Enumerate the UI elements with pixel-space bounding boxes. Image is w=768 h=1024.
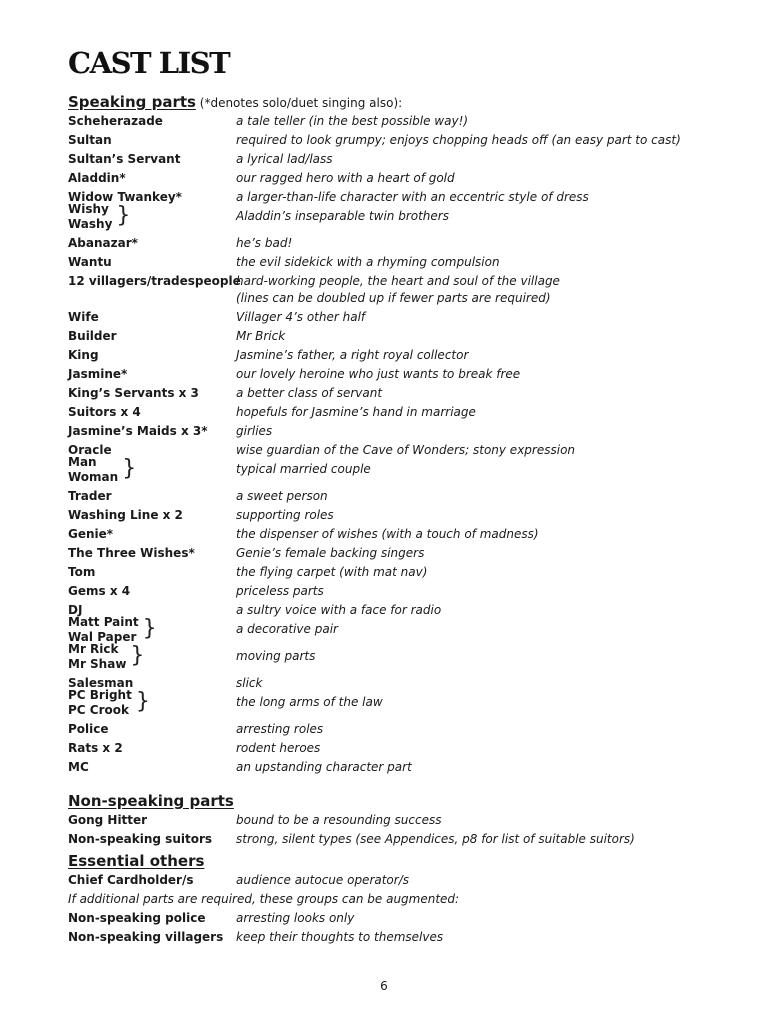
cast-description: Jasmine’s father, a right royal collector [236, 348, 469, 362]
cast-description: keep their thoughts to themselves [236, 930, 444, 944]
cast-name: Wantu [68, 255, 112, 269]
page-number: 6 [380, 979, 388, 993]
cast-description: Mr Brick [236, 329, 286, 343]
brace-glyph: } [116, 203, 131, 228]
cast-description: typical married couple [236, 462, 371, 476]
cast-name: Sultan’s Servant [68, 152, 181, 166]
cast-description: slick [236, 676, 263, 690]
cast-description: the dispenser of wishes (with a touch of madness) [236, 527, 539, 541]
cast-description: bound to be a resounding success [236, 813, 442, 827]
cast-description: a sultry voice with a face for radio [236, 603, 442, 617]
singing-note: (*denotes solo/duet singing also): [195, 96, 403, 110]
essential-others-heading [68, 851, 204, 871]
cast-name: Widow Twankey* [68, 190, 182, 204]
cast-description: strong, silent types (see Appendices, p8 for list of suitable suitors) [236, 832, 635, 846]
cast-name: Gems x 4 [68, 584, 131, 598]
cast-name: Abanazar* [68, 236, 138, 250]
cast-name: Scheherazade [68, 114, 163, 128]
cast-description: moving parts [236, 649, 316, 663]
cast-name: Oracle [68, 443, 112, 457]
cast-description: an upstanding character part [236, 760, 412, 774]
cast-name: Man [68, 455, 97, 469]
cast-name: Chief Cardholder/s [68, 873, 194, 887]
cast-description: arresting looks only [236, 911, 355, 925]
cast-name: Aladdin* [68, 171, 126, 185]
cast-description: Genie’s female backing singers [236, 546, 425, 560]
cast-name: Rats x 2 [68, 741, 123, 755]
cast-description: Villager 4’s other half [236, 310, 366, 324]
cast-name: Gong Hitter [68, 813, 148, 827]
section-heading-label: Speaking parts [68, 93, 196, 111]
brace-glyph: } [135, 689, 150, 714]
cast-description: girlies [236, 424, 273, 438]
cast-name: Tom [68, 565, 96, 579]
cast-name: Builder [68, 329, 117, 343]
cast-name: Washing Line x 2 [68, 508, 183, 522]
cast-name: PC Bright [68, 688, 132, 702]
cast-name: Wife [68, 310, 99, 324]
cast-description: the evil sidekick with a rhyming compulsion [236, 255, 500, 269]
cast-name: Non-speaking police [68, 911, 206, 925]
cast-name: PC Crook [68, 703, 129, 717]
cast-description: our lovely heroine who just wants to break free [236, 367, 521, 381]
cast-name: King’s Servants x 3 [68, 386, 199, 400]
non-speaking-parts-heading [68, 791, 234, 811]
cast-description: Aladdin’s inseparable twin brothers [236, 209, 449, 223]
cast-description: he’s bad! [236, 236, 293, 250]
cast-description: a tale teller (in the best possible way!) [236, 114, 469, 128]
cast-description: the long arms of the law [236, 695, 383, 709]
cast-name: Mr Rick [68, 642, 119, 656]
cast-name: Mr Shaw [68, 657, 127, 671]
cast-name: Jasmine* [68, 367, 128, 381]
cast-description: required to look grumpy; enjoys chopping heads off (an easy part to cast) [236, 133, 681, 147]
cast-description: priceless parts [236, 584, 324, 598]
cast-description-continued: (lines can be doubled up if fewer parts are required) [236, 291, 551, 305]
cast-name: Genie* [68, 527, 114, 541]
cast-description: the flying carpet (with mat nav) [236, 565, 428, 579]
brace-glyph: } [142, 616, 157, 641]
cast-description: a larger-than-life character with an eccentric style of dress [236, 190, 589, 204]
section-heading-label: Essential others [68, 852, 205, 870]
cast-description: audience autocue operator/s [236, 873, 410, 887]
cast-description: a lyrical lad/lass [236, 152, 333, 166]
cast-name: Jasmine’s Maids x 3* [68, 424, 208, 438]
cast-name: Salesman [68, 676, 134, 690]
cast-name: Police [68, 722, 109, 736]
cast-name: Non-speaking villagers [68, 930, 224, 944]
note-line: If additional parts are required, these groups can be augmented: [68, 892, 460, 906]
cast-name: Washy [68, 217, 113, 231]
brace-glyph: } [122, 456, 137, 481]
cast-description: a sweet person [236, 489, 328, 503]
cast-description: hopefuls for Jasmine’s hand in marriage [236, 405, 476, 419]
cast-description: hard-working people, the heart and soul of the village [236, 274, 560, 288]
page-title: CAST LIST [68, 46, 230, 80]
cast-description: a decorative pair [236, 622, 338, 636]
cast-description: our ragged hero with a heart of gold [236, 171, 455, 185]
section-heading-label: Non-speaking parts [68, 792, 234, 810]
cast-name: Non-speaking suitors [68, 832, 213, 846]
cast-description: rodent heroes [236, 741, 321, 755]
cast-name: King [68, 348, 99, 362]
cast-name: Wal Paper [68, 630, 137, 644]
cast-description: supporting roles [236, 508, 334, 522]
cast-name: Trader [68, 489, 112, 503]
cast-name: Sultan [68, 133, 112, 147]
brace-glyph: } [130, 643, 145, 668]
cast-name: Matt Paint [68, 615, 139, 629]
cast-description: wise guardian of the Cave of Wonders; stony expression [236, 443, 576, 457]
cast-name: The Three Wishes* [68, 546, 195, 560]
cast-description: arresting roles [236, 722, 324, 736]
cast-name: Suitors x 4 [68, 405, 141, 419]
cast-name: Wishy [68, 202, 109, 216]
cast-description: a better class of servant [236, 386, 383, 400]
cast-name: MC [68, 760, 89, 774]
speaking-parts-heading [68, 92, 402, 113]
cast-name: 12 villagers/tradespeople [68, 274, 241, 288]
cast-name: DJ [68, 603, 83, 617]
cast-name: Woman [68, 470, 119, 484]
